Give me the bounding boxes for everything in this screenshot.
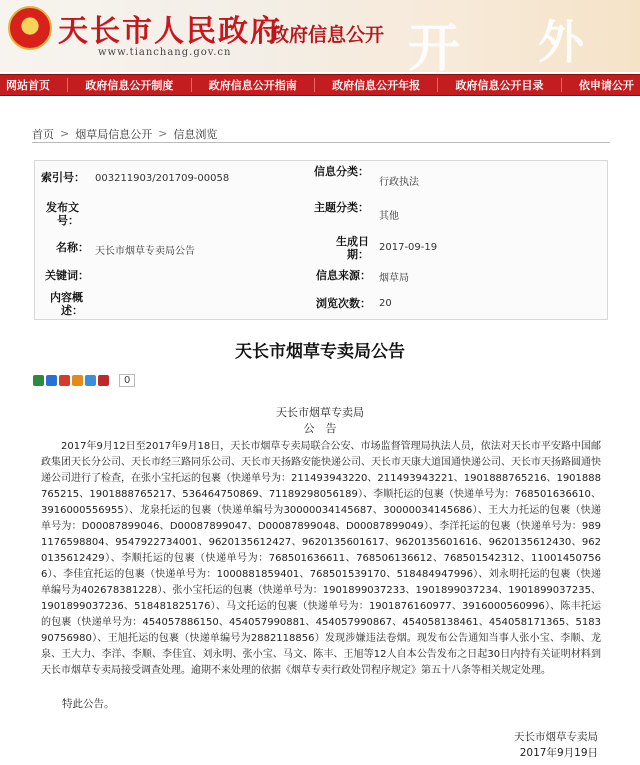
share-tencent-icon[interactable] xyxy=(72,375,83,386)
nav-disclosure-catalog[interactable]: 政府信息公开目录 xyxy=(455,79,544,92)
topic-label: 主题分类： xyxy=(314,201,369,214)
article-title: 天长市烟草专卖局公告 xyxy=(235,342,405,362)
nav-apply-disclosure[interactable]: 依申请公开 xyxy=(578,79,634,92)
nav-divider xyxy=(437,78,438,92)
main-nav xyxy=(0,74,640,96)
section-title: 政府信息公开 xyxy=(270,24,385,46)
site-url: www.tianchang.gov.cn xyxy=(98,47,232,58)
notice-closing: 特此公告。 xyxy=(62,698,115,710)
nav-disclosure-system[interactable]: 政府信息公开制度 xyxy=(85,79,174,92)
notice-body: 2017年9月12日至2017年9月18日，天长市烟草专卖局联合公安、市场监督管理局执法人员，依法对天长市平安路中国邮政集团天长分公司、天长市经三路同乐公司、天长市天扬路安能快递公司、天长市天康大道国通快递公司、天长市天扬路圆通快递公司进行了检查，在张小宝托运的包裹（快递单号为：211493943220、211493943221、1901888765216、1901888765215、1901888765217、536464750869、71189298056189）、李顺托运的包裹（快递单号为：768501636610、3916000556955）、龙泉托运的包裹（快递单编号为30000034145687、30000034145686）、王大力托运的包裹（快递单号为：D00087899046、D00087899047、D00087899048、D00087899049）、李洋托运的包裹（快递单号为：9891176598804、9547922734001、9620135612427、9620135601617、9620135601616、9620135612430、9620135612429）、李顺托运的包裹（快递单号为：768501636611、768506136612、768501542312、110014507566）、李佳宜托运的包裹（快递单号为：1000881859401、768501539170、518484947996）、刘永明托运的包裹（快递单编号为402678381228）、张小宝托运的包裹（快递单号为：1901899037233、1901899037234、1901899037235、1901899037236、518481825176）、马文托运的包裹（快递单号为：1901876160977、3916000560996）、陈丰托运的包裹（快递单号为：454057886150、454057990881、454057990867、454058138461、454058171365、518390756980）、王旭托运的包裹（快递单编号为2882118856）发现涉嫌违法卷烟。现发布公告通知当事人张小宝、李顺、龙泉、王大力、李洋、李顺、李佳宜、刘永明、张小宝、马文、陈丰、王旭等12人自本公告发布之日起30日内持有关证明材料到天长市烟草专卖局接受调查处理。逾期不来处理的依据《烟草专卖行政处罚程序规定》第五十八条等相关规定处理。 xyxy=(41,441,601,676)
share-plus-icon[interactable] xyxy=(33,375,44,386)
breadcrumb-current: 信息浏览 xyxy=(173,127,218,141)
name-label: 名称： xyxy=(56,241,89,254)
topic-value: 其他 xyxy=(379,211,399,222)
sign-organization: 天长市烟草专卖局 xyxy=(514,731,598,743)
nav-home[interactable]: 网站首页 xyxy=(6,79,50,92)
notice-heading: 公 告 xyxy=(303,422,337,435)
nav-disclosure-guide[interactable]: 政府信息公开指南 xyxy=(208,79,297,92)
breadcrumb-separator: > xyxy=(158,127,168,140)
share-count: 0 xyxy=(119,374,135,387)
nav-divider xyxy=(191,78,192,92)
site-title[interactable]: 天长市人民政府 xyxy=(58,14,282,49)
category-value: 行政执法 xyxy=(379,177,419,188)
views-value: 20 xyxy=(379,298,392,309)
banner-glyph-open: 开 xyxy=(408,18,461,72)
date-label: 生成日期： xyxy=(336,235,369,261)
nav-annual-report[interactable]: 政府信息公开年报 xyxy=(332,79,421,92)
national-emblem-icon: ★ xyxy=(8,6,52,50)
views-label: 浏览次数： xyxy=(316,297,371,310)
index-value: 003211903/201709-00058 xyxy=(95,173,230,184)
breadcrumb xyxy=(32,125,610,143)
share-bar xyxy=(33,374,135,387)
banner-glyph-outer: 外 xyxy=(538,15,584,69)
site-banner xyxy=(0,0,640,72)
info-table xyxy=(34,160,608,320)
breadcrumb-tobacco-bureau[interactable]: 烟草局信息公开 xyxy=(75,127,153,141)
breadcrumb-separator: > xyxy=(60,127,70,140)
share-renren-icon[interactable] xyxy=(85,375,96,386)
index-label: 索引号： xyxy=(41,171,85,184)
nav-divider xyxy=(314,78,315,92)
share-weibo-icon[interactable] xyxy=(59,375,70,386)
nav-divider xyxy=(67,78,68,92)
source-value: 烟草局 xyxy=(379,273,409,284)
sign-date: 2017年9月19日 xyxy=(519,747,598,759)
doc-no-label: 发布文号： xyxy=(46,201,79,227)
nav-divider xyxy=(561,78,562,92)
share-qzone-icon[interactable] xyxy=(46,375,57,386)
date-value: 2017-09-19 xyxy=(379,242,438,253)
breadcrumb-home[interactable]: 首页 xyxy=(32,127,54,141)
category-label: 信息分类： xyxy=(314,165,369,178)
source-label: 信息来源： xyxy=(316,269,371,282)
name-value: 天长市烟草专卖局公告 xyxy=(95,246,195,257)
summary-label: 内容概述： xyxy=(50,291,83,317)
keywords-label: 关键词： xyxy=(45,269,89,282)
notice-issuer: 天长市烟草专卖局 xyxy=(276,406,364,419)
share-kaixin-icon[interactable] xyxy=(98,375,109,386)
